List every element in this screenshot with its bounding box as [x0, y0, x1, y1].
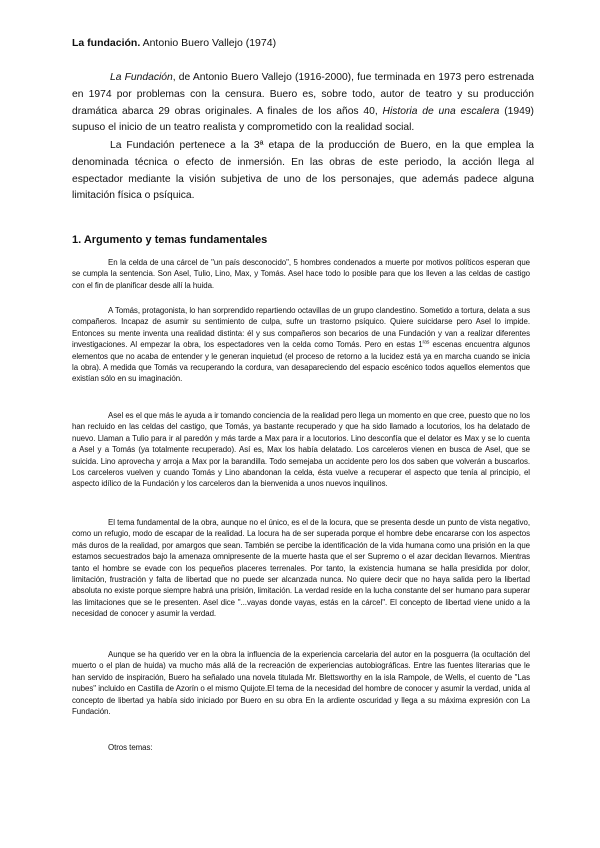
- document-author: Antonio Buero Vallejo (1974): [142, 37, 277, 49]
- intro-text: , de Antonio Buero Vallejo (1916-2000), fue terminada en 1973 pero estrenada en 1974 por problemas con la censura. Buero es, sobre todo, autor de teatro y su producción dramática abarca 29 obras originales. A finales de los años 40,: [72, 72, 534, 117]
- other-topics-label: Otros temas:: [108, 743, 153, 752]
- paragraph-text: A Tomás, protagonista, lo han sorprendido repartiendo octavillas de un grupo clandestino. Sometido a tortura, delata a sus compañeros. Incapaz de asumir su sentimiento de culpa, sufre un trastorno psíquico. Quiere suicidarse pero Asel lo impide. Entonces su mente inventa una realidad distinta: él y sus compañeros son becarios de una Fundación y van a realizar diferentes investigaciones. Al empezar la obra, los espectadores ven la celda como Tomás. Pero en estas 1: [72, 306, 530, 350]
- document-header: [72, 37, 276, 49]
- intro-text-2: (1949) supuso el inicio de un teatro realista y comprometido con la realidad social.: [72, 105, 534, 134]
- intro-paragraph-2: La Fundación pertenece a la 3ª etapa de la producción de Buero, en la que emplea la denominada técnica o efecto de inmersión. En las obras de este periodo, la acción llega al espectador mediante la visión subjetiva de uno de los personajes, que además padece alguna limitación física o psíquica.: [72, 140, 534, 202]
- ordinal-superscript: ras: [422, 339, 430, 346]
- body-paragraph-5: Aunque se ha querido ver en la obra la influencia de la experiencia carcelaria del autor en la posguerra (la ocultación del muerto o el plan de huida) va mucho más allá de la recreación de experiencias autobiográficas. Entre las fuentes literarias que le han servido de inspiración, Buero ha señalado una novela titulada Mr. Blettsworthy en la isla Rampole, de Wells, el cuento de "Las nubes" incluido en Castilla de Azorín o el mismo Quijote.El tema de la necesidad del hombre de conocer y asumir la verdad, unida al concepto de libertad ya había sido iniciado por Buero en su obra En la ardiente oscuridad y llega a su máxima expresión con La Fundación.: [72, 650, 530, 717]
- paragraph-text-tail: escenas encuentra algunos elementos que no acaba de entender y le generan inquietud (el proceso de retorno a la lucidez está ya en marcha cuando se inicia la obra). A medida que Tomás va recuperando la cordura, van desapareciendo del espacio escénico todos aquellos elementos que existían sólo en su imaginación.: [72, 340, 530, 384]
- body-paragraph-2: [72, 305, 530, 385]
- work-title: La Fundación: [110, 72, 173, 83]
- body-paragraph-4: El tema fundamental de la obra, aunque no el único, es el de la locura, que se presenta desde un punto de vista negativo, como un refugio, modo de escapar de la realidad. La locura ha de ser superada porque el hombre debe encararse con los aspectos más duros de la realidad, por amargos que sean. También se percibe la identificación de la vida humana como una prisión en la que estamos secuestrados bajo la amenaza omnipresente de la muerte hasta que el ser Supremo o el azar decidan llevarnos. Mientras tanto el hombre se evade con los pequeños placeres terrenales. Por tanto, la existencia humana se halla presidida por dolor, limitación, frustración y falta de libertad que no puede ser alcanzada nunca. No quiere decir que no haya salida pero la libertad absoluta no existe porque siempre habrá una prisión, limitación. La verdad reside en la lucha constante del ser humano para superar las limitaciones que se le presenten. Asel dice "...vayas donde vayas, estás en la cárcel". El concepto de libertad viene unido a la necesidad de conocer y asumir la verdad.: [72, 518, 530, 619]
- work-title-2: Historia de una escalera: [382, 105, 500, 117]
- intro-paragraph-1: [72, 70, 534, 137]
- body-paragraph-1: En la celda de una cárcel de "un país desconocido", 5 hombres condenados a muerte por motivos políticos esperan que se cumpla la sentencia. Son Asel, Tulio, Lino, Max, y Tomás. Asel hace todo lo posible para que los lleven a las celdas de castigo con el fin de planificar desde allí la huida.: [72, 258, 530, 290]
- document-title: La fundación.: [72, 37, 141, 49]
- section-heading: 1. Argumento y temas fundamentales: [72, 234, 268, 246]
- body-paragraph-3: Asel es el que más le ayuda a ir tomando conciencia de la realidad pero llega un momento en que cree, puesto que no los han recluido en las celdas del castigo, que Tomás, ya bastante recuperado y que ha sido llamado a locutorios, los ha delatado de nuevo. Llaman a Tulio para ir al paredón y más tarde a Max para ir a locutorios. Lino desconfía que el delator es Max y se lo cuenta a Asel y a Tomás (ya totalmente recuperado). Así es, Max los había delatado. Los carceleros vienen en busca de Asel, que se suicida. Lino aprovecha y arroja a Max por la barandilla. Todo semejaba un accidente pero los dos saben que volverán a buscarlos. Los carceleros vuelven y cuando Tomás y Lino abandonan la celda, ésta vuelve a recuperar el aspecto que tenía al principio, el aspecto idílico de la Fundación y los carceleros dan la bienvenida a unos nuevos inquilinos.: [72, 411, 530, 489]
